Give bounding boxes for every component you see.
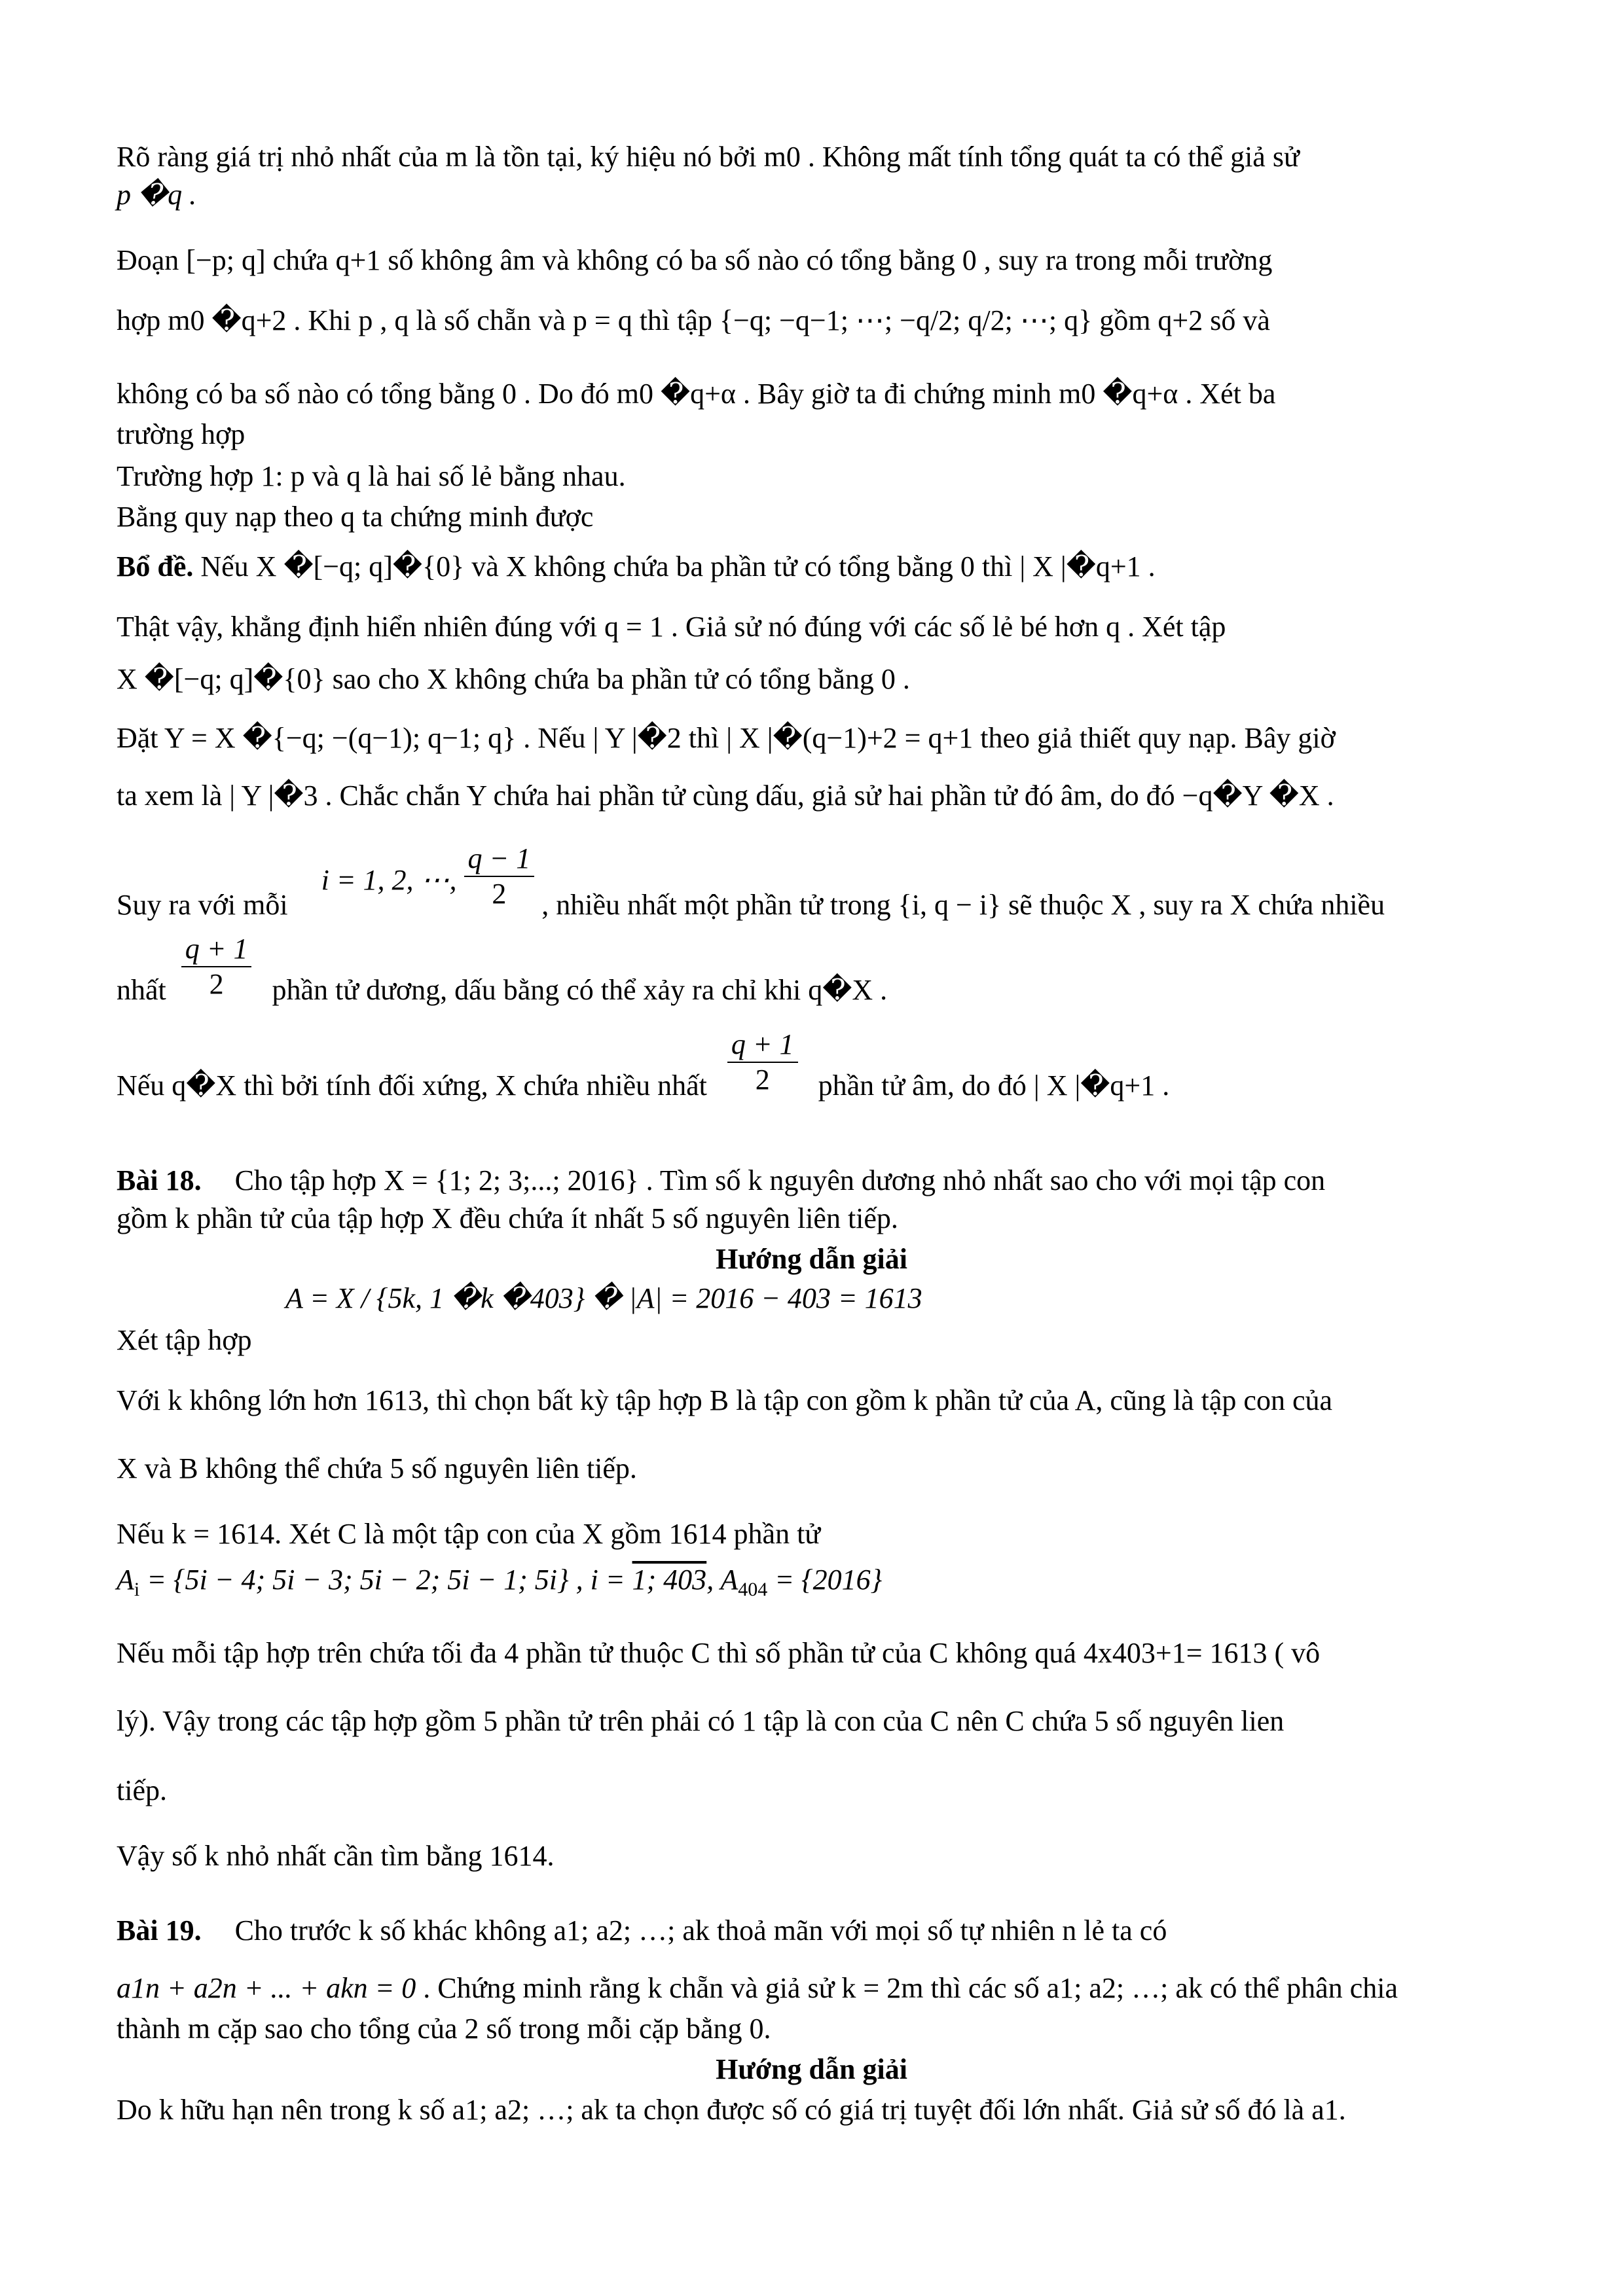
text-line: hợp m0 �q+2 . Khi p , q là số chẵn và p = q thì tập {−q; −q−1; ⋯; −q/2; q/2; ⋯; q} gồm q+2 số và	[117, 304, 1270, 336]
text-line: X �[−q; q]�{0} sao cho X không chứa ba phần tử có tổng bằng 0 .	[117, 663, 910, 695]
fraction-denominator: 2	[209, 968, 224, 1000]
text-line: Nếu k = 1614. Xét C là một tập con của X gồm 1614 phần tử	[117, 1518, 821, 1550]
text-line: không có ba số nào có tổng bằng 0 . Do đó m0 �q+α . Bây giờ ta đi chứng minh m0 �q+α . Xét ba	[117, 378, 1276, 410]
fraction-numerator: q + 1	[181, 932, 252, 967]
problem-18-line	[117, 1162, 1506, 1199]
formula: a1n + a2n + ... + akn = 0	[117, 1972, 416, 2004]
text-span: nhất	[117, 974, 166, 1007]
text-line-with-fraction	[117, 933, 1506, 1011]
text-line: Xét tập hợp	[117, 1324, 252, 1356]
text-span: , nhiều nhất một phần tử trong {i, q − i} sẽ thuộc X , suy ra X chứa nhiều	[541, 889, 1385, 922]
subscript: i	[134, 1579, 140, 1600]
text-line: trường hợp	[117, 418, 246, 450]
text-span: . Chứng minh rằng k chẵn và giả sử k = 2m thì các số a1; a2; …; ak có thể phân chia	[423, 1972, 1398, 2004]
formula	[117, 1562, 1506, 1602]
formula: A = X / {5k, 1 �k �403} � |A| = 2016 − 403 = 1613	[285, 1282, 922, 1314]
text-line: Bằng quy nạp theo q ta chứng minh được	[117, 501, 594, 533]
text-line: lý). Vậy trong các tập hợp gồm 5 phần tử trên phải có 1 tập là con của C nên C chứa 5 số nguyên lien	[117, 1705, 1285, 1737]
text-line-with-fraction	[117, 842, 1506, 922]
text-line: Trường hợp 1: p và q là hai số lẻ bằng nhau.	[117, 460, 626, 492]
text-line: Đặt Y = X �{−q; −(q−1); q−1; q} . Nếu | Y |�2 thì | X |�(q−1)+2 = q+1 theo giả thiết quy nạp. Bây giờ	[117, 722, 1336, 754]
lemma-label: Bổ đề.	[117, 550, 194, 583]
text-line: tiếp.	[117, 1774, 167, 1806]
solution-heading: Hướng dẫn giải	[716, 1243, 907, 1275]
fraction	[727, 1028, 798, 1097]
text-line: Với k không lớn hơn 1613, thì chọn bất kỳ tập hợp B là tập con gồm k phần tử của A, cũng là tập con của	[117, 1384, 1333, 1416]
text-line: ta xem là | Y |�3 . Chắc chắn Y chứa hai phần tử cùng dấu, giả sử hai phần tử đó âm, do đó −q�Y �X .	[117, 780, 1334, 812]
fraction	[181, 932, 252, 1001]
subscript: 404	[738, 1579, 768, 1600]
solution-heading: Hướng dẫn giải	[716, 2053, 907, 2085]
text-line: p �q .	[117, 179, 197, 211]
text-line: Do k hữu hạn nên trong k số a1; a2; …; ak ta chọn được số có giá trị tuyệt đối lớn nhất. Giả sử số đó là a1.	[117, 2094, 1346, 2126]
text-span: phần tử dương, dấu bằng có thể xảy ra chỉ khi q�X .	[272, 974, 888, 1007]
text-line: gồm k phần tử của tập hợp X đều chứa ít nhất 5 số nguyên liên tiếp.	[117, 1202, 898, 1234]
text-line: X và B không thể chứa 5 số nguyên liên tiếp.	[117, 1452, 637, 1484]
math-span: , A	[706, 1564, 739, 1596]
problem-18-text: Cho tập hợp X = {1; 2; 3;...; 2016} . Tìm số k nguyên dương nhỏ nhất sao cho với mọi tập con	[234, 1164, 1326, 1196]
math-span: = {5i − 4; 5i − 3; 5i − 2; 5i − 1; 5i} , i =	[139, 1564, 632, 1596]
fraction-denominator: 2	[492, 878, 507, 910]
math-span: = {2016}	[767, 1564, 883, 1596]
problem-18-label: Bài 18.	[117, 1164, 202, 1196]
text-span: Nếu q�X thì bởi tính đối xứng, X chứa nhiều nhất	[117, 1069, 707, 1102]
problem-19-text: Cho trước k số khác không a1; a2; …; ak thoả mãn với mọi số tự nhiên n lẻ ta có	[234, 1914, 1167, 1946]
fraction-denominator: 2	[755, 1064, 770, 1096]
problem-19-line	[117, 1912, 1506, 1949]
fraction-numerator: q − 1	[464, 842, 535, 877]
lemma-text: Nếu X �[−q; q]�{0} và X không chứa ba phần tử có tổng bằng 0 thì | X |�q+1 .	[193, 550, 1156, 583]
text-line: Rõ ràng giá trị nhỏ nhất của m là tồn tại, ký hiệu nó bởi m0 . Không mất tính tổng quát ta có thể giả sử	[117, 141, 1300, 173]
text-span: phần tử âm, do đó | X |�q+1 .	[818, 1069, 1170, 1102]
math-span: i = 1, 2, ⋯,	[321, 864, 457, 897]
problem-19-label: Bài 19.	[117, 1914, 202, 1946]
text-line: Nếu mỗi tập hợp trên chứa tối đa 4 phần tử thuộc C thì số phần tử của C không quá 4x403+1= 1613 ( vô	[117, 1637, 1321, 1669]
text-line: Đoạn [−p; q] chứa q+1 số không âm và không có ba số nào có tổng bằng 0 , suy ra trong mỗi trường	[117, 244, 1273, 276]
text-line: Thật vậy, khẳng định hiển nhiên đúng với q = 1 . Giả sử nó đúng với các số lẻ bé hơn q . Xét tập	[117, 611, 1226, 643]
fraction-numerator: q + 1	[727, 1028, 798, 1063]
text-line-with-fraction	[117, 1028, 1506, 1106]
math-span: A	[117, 1564, 134, 1596]
text-line	[117, 1970, 1506, 2007]
text-line: thành m cặp sao cho tổng của 2 số trong mỗi cặp bằng 0.	[117, 2013, 771, 2045]
fraction	[464, 842, 535, 911]
text-line: Vậy số k nhỏ nhất cần tìm bằng 1614.	[117, 1840, 555, 1872]
text-span: Suy ra với mỗi	[117, 889, 288, 922]
overlined-range: 1; 403	[632, 1564, 707, 1596]
lemma-line	[117, 548, 1506, 585]
